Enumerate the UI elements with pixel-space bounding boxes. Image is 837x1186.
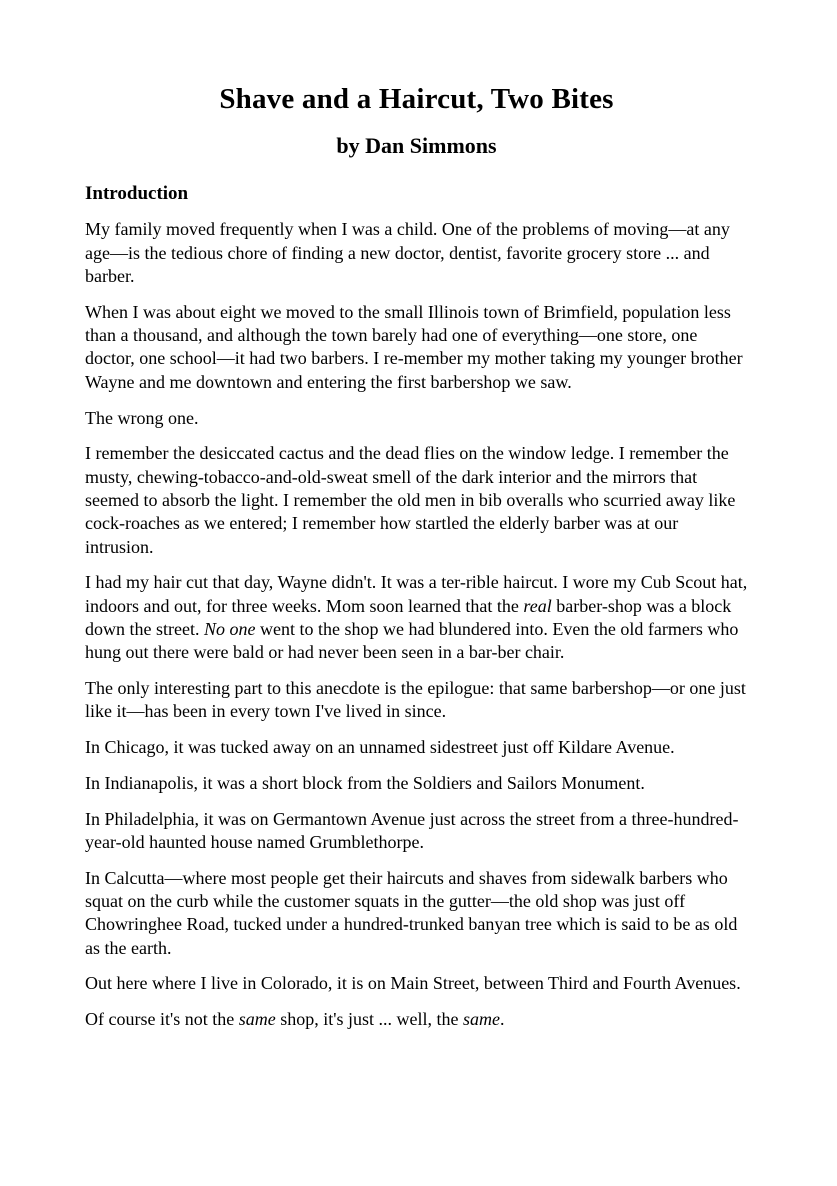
italic-text: same: [238, 1009, 276, 1030]
story-body: [85, 218, 748, 1031]
paragraph: [85, 972, 748, 995]
paragraph: [85, 736, 748, 759]
italic-text: No one: [203, 618, 256, 639]
text-segment: The only interesting part to this anecdote is the epilogue: that same barbershop—or one just like it—has been in every town I've lived in since.: [85, 677, 746, 722]
paragraph: [85, 407, 748, 430]
text-segment: I remember the desiccated cactus and the dead flies on the window ledge. I remember the musty, chewing-tobacco-and-old-sweat smell of the dark interior and the mirrors that seemed to absorb the light. I remember the old men in bib overalls who scurried away like cock-roaches as we entered; I remember how startled the elderly barber was at our intrusion.: [85, 443, 736, 557]
text-segment: barber-shop was a block down the street.: [85, 595, 732, 639]
text-segment: In Chicago, it was tucked away on an unnamed sidestreet just off Kildare Avenue.: [85, 737, 675, 758]
text-segment: shop, it's just ... well, the: [275, 1009, 463, 1030]
byline: by Dan Simmons: [336, 132, 497, 158]
story-title: Shave and a Haircut, Two Bites: [219, 83, 614, 115]
paragraph: [85, 772, 748, 795]
paragraph: [85, 442, 748, 558]
text-segment: Of course it's not the: [85, 1009, 239, 1030]
paragraph: [85, 301, 748, 394]
section-heading-introduction: Introduction: [85, 183, 189, 205]
paragraph: [85, 677, 748, 724]
text-segment: When I was about eight we moved to the small Illinois town of Brimfield, population less than a thousand, and although the town barely had one of everything—one store, one doctor, one school—it had two barbers. I re-member my mother taking my younger brother Wayne and me downtown and entering the first barbershop we saw.: [85, 301, 743, 392]
text-segment: went to the shop we had blundered into. Even the old farmers who hung out there were bald or had never been seen in a bar-ber chair.: [85, 618, 739, 663]
paragraph: [85, 808, 748, 855]
italic-text: same: [462, 1009, 500, 1030]
text-segment: In Calcutta—where most people get their haircuts and shaves from sidewalk barbers who squat on the curb while the customer squats in the gutter—the old shop was just off Chowringhee Road, tucked under a hundred-trunked banyan tree which is said to be as old as the earth.: [85, 867, 738, 958]
text-segment: I had my hair cut that day, Wayne didn't. It was a ter-rible haircut. I wore my Cub Scout hat, indoors and out, for three weeks. Mom soon learned that the: [85, 572, 748, 616]
text-segment: The wrong one.: [85, 407, 199, 428]
text-segment: .: [499, 1009, 505, 1030]
text-segment: In Indianapolis, it was a short block from the Soldiers and Sailors Monument.: [85, 772, 645, 793]
paragraph: [85, 571, 748, 664]
paragraph: [85, 1008, 748, 1031]
paragraph: [85, 867, 748, 960]
text-segment: Out here where I live in Colorado, it is on Main Street, between Third and Fourth Avenues.: [85, 973, 741, 994]
text-segment: My family moved frequently when I was a child. One of the problems of moving—at any age—is the tedious chore of finding a new doctor, dentist, favorite grocery store ... and barber.: [85, 219, 730, 287]
text-segment: In Philadelphia, it was on Germantown Avenue just across the street from a three-hundred-year-old haunted house named Grumblethorpe.: [85, 808, 739, 852]
paragraph: [85, 218, 748, 288]
italic-text: real: [523, 595, 552, 616]
